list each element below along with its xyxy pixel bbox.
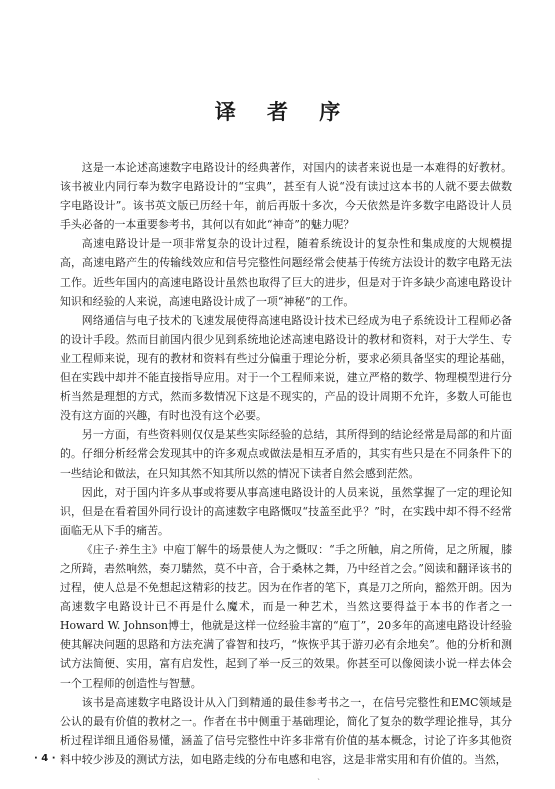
scan-mark: ` [317,778,321,787]
paragraph: 另一方面，有些资料则仅仅是某些实际经验的总结，其所得到的结论经常是局部的和片面的。仔细分析经常会发现其中的许多观点或做法是相互矛盾的，其实有些只是在不同条件下的一些结论和做法，在只知其然不知其所以然的情况下读者自然会感到茫然。 [60,428,512,480]
paragraph: 《庄子·养生主》中庖丁解牛的场景使人为之慨叹：“手之所触，肩之所倚，足之所履，膝之所踦，砉然响然，奏刀騞然，莫不中音，合于桑林之舞，乃中经首之会。”阅读和翻译该书的过程，使人总是不免想起这精彩的技艺。因为在作者的笔下，真是刀之所向，豁然开朗。因为高速数字电路设计已不再是什么魔术，而是一种艺术，当然这要得益于本书的作者之一Howard W. Johnson博士，他就是这样一位经验丰富的“庖丁”，20多年的高速电路设计经验使其解决问题的思路和方法充满了睿智和技巧，“恢恢乎其于游刃必有余地矣”。他的分析和测试方法简便、实用，富有启发性，起到了举一反三的效果。你甚至可以像阅读小说一样去体会一个工程师的创造性与智慧。 [60,542,512,690]
page-number: · 4 · [34,753,56,764]
paragraph: 该书是高速数字电路设计从入门到精通的最佳参考书之一，在信号完整性和EMC领域是公认的最有价值的教材之一。作者在书中侧重于基础理论，简化了复杂的数学理论推导，其分析过程详细且通俗易懂，涵盖了信号完整性中许多非常有价值的基本概念，讨论了许多其他资料中较少涉及的测试方法，如电路走线的分布电感和电容，这是非常实用和有价值的。当然， [60,695,512,766]
body-text [60,158,512,769]
paragraph: 这是一本论述高速数字电路设计的经典著作，对国内的读者来说也是一本难得的好教材。该书被业内同行奉为数字电路设计的“宝典”，甚至有人说“没有读过这本书的人就不要去做数字电路设计”。该书英文版已历经十年，前后再版十多次，今天依然是许多数字电路设计人员手头必备的一本重要参考书，其何以有如此“神奇”的魅力呢？ [60,161,512,232]
paragraph: 高速电路设计是一项非常复杂的设计过程，随着系统设计的复杂性和集成度的大规模提高，高速电路产生的传输线效应和信号完整性问题经常会使基于传统方法设计的数字电路无法工作。近些年国内的高速电路设计虽然也取得了巨大的进步，但是对于许多缺少高速电路设计知识和经验的人来说，高速电路设计成了一项“神秘”的工作。 [60,237,512,308]
paragraph: 网络通信与电子技术的飞速发展使得高速电路设计技术已经成为电子系统设计工程师必备的设计手段。然而目前国内很少见到系统地论述高速电路设计的教材和资料，对于大学生、专业工程师来说，现有的教材和资料有些过分偏重于理论分析，要求必须具备坚实的理论基础，但在实践中却并不能直接指导应用。对于一个工程师来说，建立严格的数学、物理模型进行分析当然是理想的方式，然而多数情况下这是不现实的，产品的设计周期不允许，多数人可能也没有这方面的兴趣，有时也没有这个必要。 [60,313,512,423]
page-title: 译 者 序 [214,100,353,124]
paragraph: 因此，对于国内许多从事或将要从事高速电路设计的人员来说，虽然掌握了一定的理论知识，但是在看着国外同行设计的高速数字电路慨叹“技盖至此乎？”时，在实践中却不得不经常面临无从下手的痛苦。 [60,485,512,537]
